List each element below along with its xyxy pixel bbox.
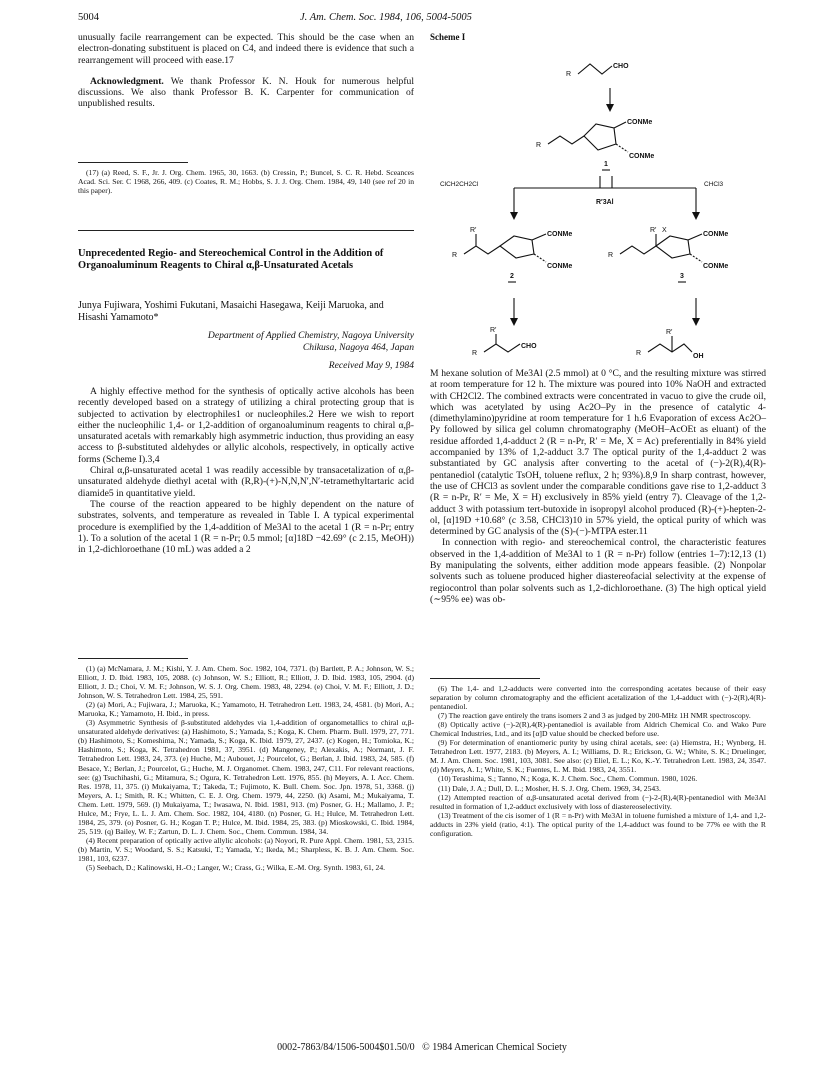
rprime-label: R′: [650, 227, 657, 234]
footnote: (3) Asymmetric Synthesis of β-substituted aldehydes via 1,4-addition of organometallics to chiral α,β-unsaturated aldehyde derivatives: (a) Hashimoto, S.; Yamada, S.; Koga, K. Chem. Pharm. Bull. 1979, 27, 771. (b) Hashimoto, S.; Komeshima, N.; Yamada, S.; Koga, K. Ibid. 1979, 27, 2437. (c) Kogen, H.; Tomioka, K.; Hashimoto, S.; Koga, K. Tetrahedron 1981, 37, 3951. (d) Mangeney, P.; Alexakis, A.; Normant, J. F. Tetrahedron Lett. 1983, 24, 373. (e) Huche, M.; Aubouet, J.; Pourcelot, G.; Berlan, J. Ibid. 1983, 24, 585. (f) Besace, Y.; Berlan, J.; Pourcelot, G.; Huche, M. J. Organomet. Chem. 1983, 247, C11. For relevant reactions, see: (g) Tsuchihashi, G.; Mitamura, S.; Ogura, K. Tetrahedron Lett. 1976, 855. (h) Meyers, A. I. Acc. Chem. Res. 1978, 11, 375. (i) Mukaiyama, T.; Takeda, T.; Fujimoto, K. Bull. Chem. Soc. Jpn. 1978, 51, 3368. (j) Meyers, A. I.; Smith, R. K.; Whitten, C. E. J. Org. Chem. 1979, 44, 2250. (k) Asami, M.; Mukaiyama, T. Chem. Lett. 1979, 569. (l) Mukaiyama, T.; Iwasawa, N. Ibid. 1981, 913. (m) Posner, G. H.; Mallamo, J. P.; Hulce, M.; Frye, L. L. J. Am. Chem. Soc. 1982, 104, 4180. (n) Posner, G. H.; Hulce, M. Tetrahedron Lett. 1984, 25, 379. (o) Posner, G. H.; Kogan T. P.; Hulce, M. Ibid. 1984, 25, 383. (p) Mioskowski, C. Ibid. 1984, 25, 519. (q) Bailey, W. F.; Zartun, D. L. J. Chem. Soc., Chem. Commun. 1984, 34.: [78, 718, 414, 836]
x-label: X: [662, 227, 667, 234]
rprime-label: R′: [470, 227, 477, 234]
solvent-right-label: CHCl3: [704, 181, 724, 188]
body-paragraph-5: In connection with regio- and stereochemical control, the characteristic features observed in the 1,4-addition of Me3Al to 1 (R = n-Pr) follow (entries 1–7):12,13 (1) By manipulating the solvents, either addition mode appears feasible. (2) Nonpolar solvents such as toluene produced higher diastereofacial selectivity at the expense of regiocontrol than polar solvents such as 1,2-dichloroethane. (3) The high optical yield (∼95% ee) was ob-: [430, 537, 766, 605]
compound-1-label: 1: [604, 161, 608, 168]
compound-2-label: 2: [510, 273, 514, 280]
affiliation-address: Chikusa, Nagoya 464, Japan: [302, 342, 414, 353]
left-footnotes: [78, 664, 414, 872]
scheme-r-label: R: [472, 350, 478, 357]
conme-label: CONMe: [703, 231, 729, 238]
footnote: (13) Treatment of the cis isomer of 1 (R = n-Pr) with Me3Al in toluene furnished a mixture of 1,4- and 1,2-adducts in 23% yield (ratio, 4:1). The optical purity of the 1,4-adduct was found to be 77% ee with the R configuration.: [430, 810, 766, 838]
received-date: Received May 9, 1984: [328, 360, 414, 371]
reagent-label: R′3Al: [596, 199, 614, 206]
footnote: (9) For determination of enantiomeric purity by using chiral acetals, see: (a) Hiemstra, H.; Wynberg, H. Tetrahedron Lett. 1977, 2183. (b) Meyers, A. I.; Williams, D. R.; Erickson, G. W.; White, S. K.; Druelinger, M. J. Am. Chem. Soc. 1981, 103, 3081. See also: (c) Eliel, E. L.; Ko, K.-Y. Tetrahedron Lett. 1983, 24, 3547. (d) Meyers, A. I.; White, S. K.; Fuentes, L. M. Ibid. 1983, 24, 3551.: [430, 738, 766, 775]
scheme-diagram: [430, 44, 760, 366]
page-number: 5004: [78, 12, 99, 23]
footnote: (4) Recent preparation of optically active allylic alcohols: (a) Noyori, R. Pure Appl. Chem. 1981, 53, 2315. (b) Martin, V. S.; Woodard, S. S.; Katsuki, T.; Yamada, Y.; Ikeda, M.; Sharpless, K. B. J. Am. Chem. Soc. 1981, 103, 6237.: [78, 835, 414, 863]
footnote: (7) The reaction gave entirely the trans isomers 2 and 3 as judged by 200-MHz 1H NMR spectroscopy.: [438, 711, 751, 721]
acknowledgment: [78, 76, 414, 110]
article-authors: Junya Fujiwara, Yoshimi Fukutani, Masaichi Hasegawa, Keiji Maruoka, and Hisashi Yamamoto*: [78, 300, 384, 323]
solvent-left-label: ClCH2CH2Cl: [440, 181, 479, 188]
left-top-block: [78, 32, 414, 110]
journal-header: J. Am. Chem. Soc. 1984, 106, 5004-5005: [300, 12, 472, 23]
footnote-rule: [78, 162, 188, 163]
ref17: (17) (a) Reed, S. F., Jr. J. Org. Chem. 1965, 30, 1663. (b) Cressin, P.; Buncel, S. C. R. Hebd. Sceances Acad. Sci. Ser. C 1968, 266, 409. (c) Coates, R. M.; Hobbs, S. J. J. Org. Chem. 1984, 49, 140 (see ref 20 in this paper).: [78, 168, 414, 196]
conme-label: CONMe: [627, 119, 653, 126]
footnote-rule-right: [430, 678, 540, 679]
footnote: (6) The 1,4- and 1,2-adducts were converted into the corresponding acetates because of their easy separation by column chromatography and the efficient acetalization of the 1,4-adduct with (−)-2(R),4(R)-pentanediol.: [430, 684, 766, 712]
oh-label: OH: [693, 353, 704, 360]
scheme-r-label: R: [536, 142, 542, 149]
article-title: Unprecedented Regio- and Stereochemical Control in the Addition of Organoaluminum Reagents to Chiral α,β-Unsaturated Acetals: [78, 248, 384, 271]
article-separator: [78, 230, 414, 231]
ack-text: We thank Professor K. N. Houk for numerous helpful discussions. We also thank Professor B. K. Carpenter for communication of unpublished results.: [78, 75, 414, 110]
affiliation-dept: Department of Applied Chemistry, Nagoya University: [207, 330, 414, 341]
page-footer: 0002-7863/84/1506-5004$01.50/0 © 1984 American Chemical Society: [277, 1042, 567, 1053]
footnote: (8) Optically active (−)-2(R),4(R)-pentanediol is available from Aldrich Chemical Co. and Wako Pure Chemical Industries, Ltd., and its [α]D value should be checked before use.: [430, 720, 766, 739]
conme-label: CONMe: [547, 231, 573, 238]
footnote-rule-left: [78, 658, 188, 659]
scheme-r-label: R: [452, 252, 458, 259]
scheme-r-label: R: [566, 71, 572, 78]
scheme-r-label: R: [636, 350, 642, 357]
footnote: (10) Terashima, S.; Tanno, N.; Koga, K. J. Chem. Soc., Chem. Commun. 1980, 1026.: [438, 774, 698, 784]
scheme-label: Scheme I: [430, 32, 466, 42]
conme-label: CONMe: [547, 263, 573, 270]
scheme-r-label: R: [608, 252, 614, 259]
footnote: (5) Seebach, D.; Kalinowski, H.-O.; Langer, W.; Crass, G.; Wilka, E.-M. Org. Synth. 1983, 61, 24.: [86, 863, 386, 873]
continuation-paragraph: unusually facile rearrangement can be expected. This should be the case when an electron-donating substituent is placed on C4, and indeed there is evidence that such a rearrangement will proceed with ease.17: [78, 32, 414, 66]
ack-label: Acknowledgment.: [90, 75, 164, 87]
conme-label: CONMe: [629, 153, 655, 160]
cho-label: CHO: [613, 63, 629, 70]
conme-label: CONMe: [703, 263, 729, 270]
rprime-label: R′: [490, 327, 497, 334]
article-body-left: [78, 386, 414, 555]
compound-3-label: 3: [680, 273, 684, 280]
ref17-block: [78, 168, 414, 195]
cho-label: CHO: [521, 343, 537, 350]
article-body-right: [430, 368, 766, 605]
body-paragraph-1: A highly effective method for the synthesis of optically active alcohols has been recently developed based on a strategy of utilizing a chiral protecting group that is subjected to activation by electrophiles1 or nucleophiles.2 Here we wish to report either the nucleophilic 1,4- or 1,2-addition of organoaluminum reagents to chiral α,β-unsaturated acetals with remarkably high asymmetric induction, thus providing an easy access to β-substituted aldehydes or allylic alcohols, respectively, in optically active forms (Scheme I).3,4: [78, 386, 414, 465]
rprime-label: R′: [666, 329, 673, 336]
body-paragraph-4: M hexane solution of Me3Al (2.5 mmol) at 0 °C, and the resulting mixture was stirred at room temperature for 12 h. The mixture was poured into 10% NaOH and extracted with CH2Cl2. The combined extracts were concentrated in vacuo to give the crude oil, which was acetylated by using Ac2O–Py in the presence of catalytic 4-(dimethylamino)pyridine at room temperature for 1 h.6 Evaporation of excess Ac2O–Py followed by silica gel column chromatography (MeOH–AcOEt as eluant) of the residue afforded 1,4-adduct 2 (R = n-Pr, R′ = Me, X = Ac) preferentially in 84% yield accompanied by 13% of 1,2-adduct 3.7 The optical purity of the 1,4-adduct 2 was substantiated by GC analysis after converting to the acetal of (−)-2(R),4(R)-pentanediol (catalytic TsOH, toluene reflux, 2 h; 93%).8,9 In sharp contrast, however, the use of CHCl3 as sovlent under the comparable conditions gave rise to 1,2-adduct 3 (R = n-Pr, R′ = Me, X = H) exclusively in 85% yield (entry 7). Cleavage of the 1,2-adduct 3 with potassium tert-butoxide in isopropyl alcohol produced (R)-(+)-hepten-2-ol, [α]19D +10.68° (c 3.58, CHCl3)10 in 57% yield, the optical purity of which was determined by GC analysis of the (S)-(−)-MTPA ester.11: [430, 368, 766, 538]
footnote: (1) (a) McNamara, J. M.; Kishi, Y. J. Am. Chem. Soc. 1982, 104, 7371. (b) Bartlett, P. A.; Johnson, W. S.; Elliott, J. D. Ibid. 1983, 105, 2088. (c) Johnson, W. S.; Elliott, R.; Elliott, J. D. Ibid. 1983, 105, 2904. (d) Elliott, J. D.; Choi, V. M. F.; Johnson, W. S. J. Org. Chem. 1983, 48, 2294. (e) Choi, V. M. F.; Elliott, J. D.; Johnson, W. S. Tetrahedron Lett. 1984, 25, 591.: [78, 664, 414, 701]
body-paragraph-2: Chiral α,β-unsaturated acetal 1 was readily accessible by transacetalization of α,β-unsaturated aldehyde diethyl acetal with (R,R)-(+)-N,N,N′,N′-tetramethyltartaric acid diamide5 in quantitative yield.: [78, 465, 414, 499]
right-footnotes: [430, 684, 766, 838]
body-paragraph-3: The course of the reaction appeared to be highly dependent on the nature of substrates, solvents, and temperature as revealed in Table I. A typical experimental procedure is exemplified by the 1,4-addition of Me3Al to the acetal 1 (R = n-Pr; entry 1). To a solution of the acetal 1 (R = n-Pr; 0.5 mmol; [α]18D −42.69° (c 2.15, MeOH)) in 1,2-dichloroethane (10 mL) was added a 2: [78, 498, 414, 556]
footnote: (11) Dale, J. A.; Dull, D. L.; Mosher, H. S. J. Org. Chem. 1969, 34, 2543.: [438, 783, 661, 793]
footnote: (2) (a) Mori, A.; Fujiwara, J.; Maruoka, K.; Yamamoto, H. Tetrahedron Lett. 1983, 24, 4581. (b) Mori, A.; Maruoka, K.; Yamamoto, H. Ibid., in press.: [78, 700, 414, 719]
footnote: (12) Attempted reaction of α,β-unsaturated acetal derived from (−)-2-(R),4(R)-pentanediol with Me3Al resulted in formation of 1,2-adduct exclusively with loss of diastereoselectivity.: [430, 792, 766, 811]
